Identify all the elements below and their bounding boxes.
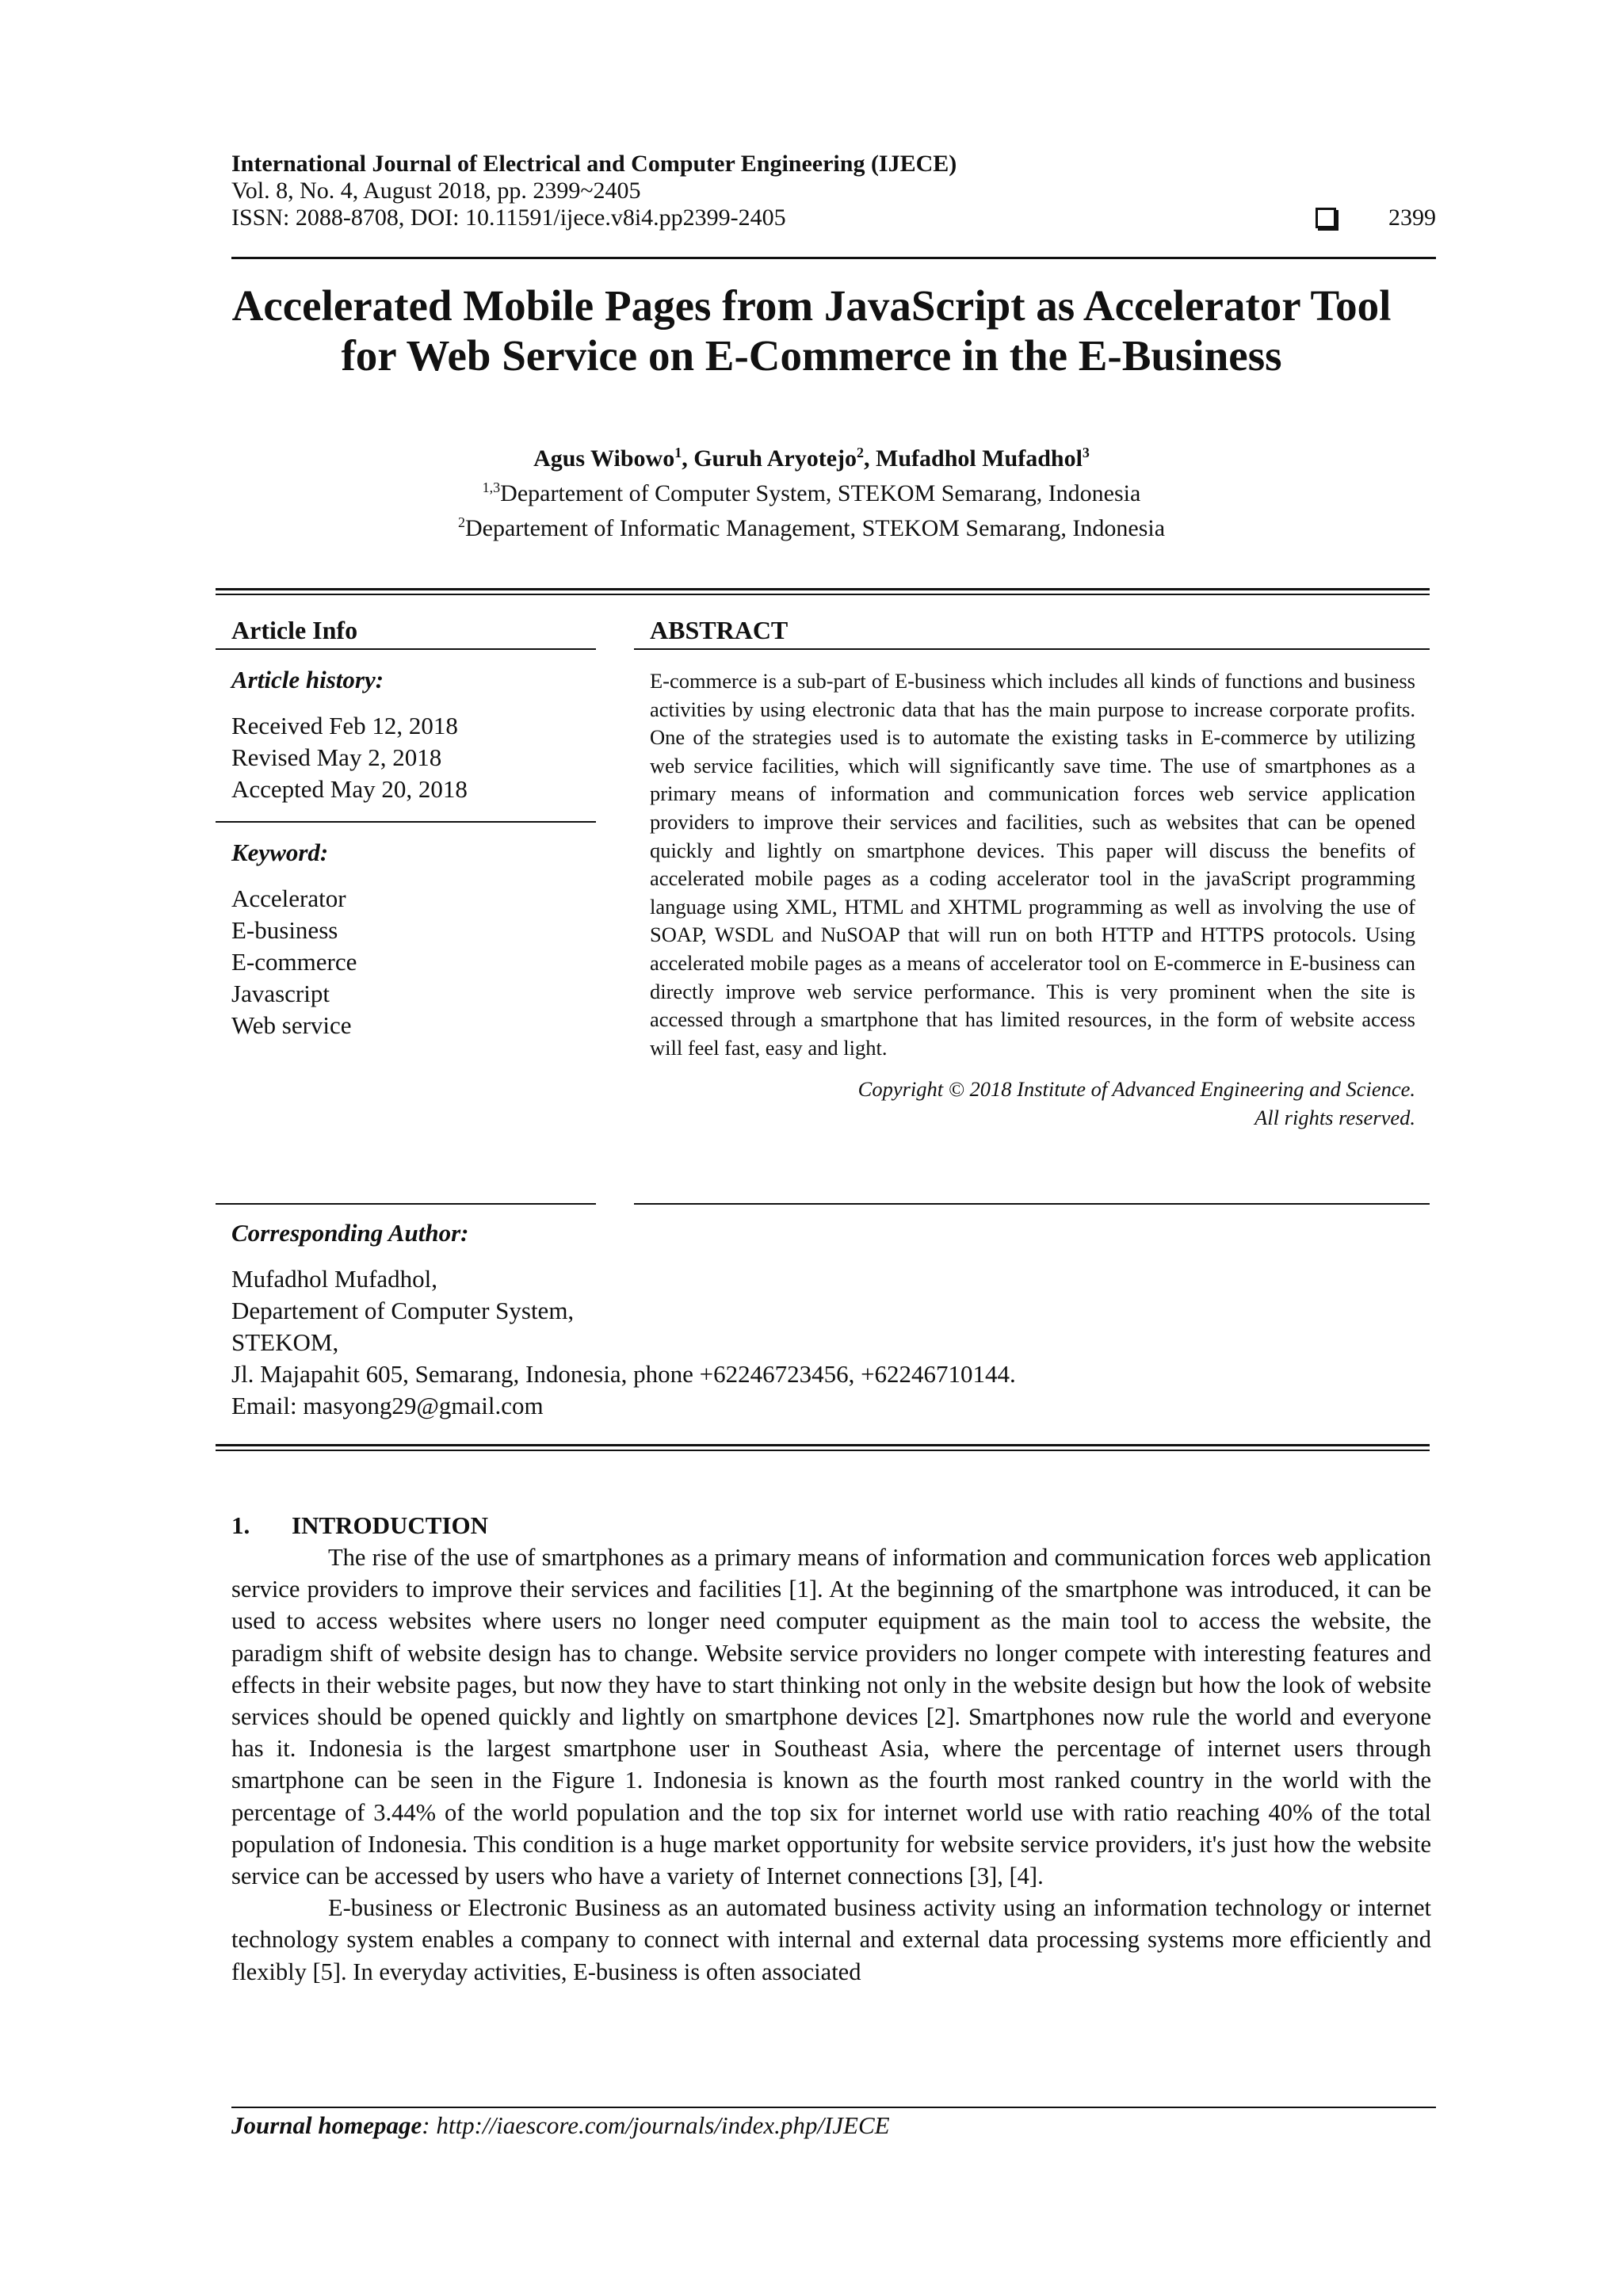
corresponding-dept: Departement of Computer System, — [231, 1297, 575, 1324]
info-box-bottom-rule — [216, 1444, 1430, 1451]
author-2: Guruh Aryotejo — [693, 445, 857, 472]
author-3: Mufadhol Mufadhol — [876, 445, 1083, 472]
info-box-top-rule — [216, 588, 1430, 595]
paper-title — [158, 281, 1465, 380]
affiliation-2: $^2$Departement of Informatic Management, STEKOM Semarang, Indonesia — [457, 514, 1166, 541]
keyword-item: Accelerator — [231, 884, 346, 912]
author-2-sup: 2 — [857, 445, 865, 460]
corresponding-address: Jl. Majapahit 605, Semarang, Indonesia, phone +62246723456, +62246710144. — [231, 1360, 1016, 1388]
keyword-item: Web service — [231, 1011, 352, 1039]
abstract-text: E-commerce is a sub-part of E-business which includes all kinds of functions and business activities by using electronic data that has the main purpose to increase corporate profits. One of the strategies used is to automate the existing tasks in E-commerce by utilizing web service facilities, which will significantly save time. The use of smartphones as a primary means of information and communication forces web service application providers to improve their services and facilities, such as websites that can be opened quickly and lightly on smartphone devices. This paper will discuss the benefits of accelerated mobile pages as a coding accelerator tool in the javaScript programming language using XML, HTML and XHTML programming as well as involving the use of SOAP, WSDL and NuSOAP that will run on both HTTP and HTTPS protocols. Using accelerated mobile pages as a means of accelerator tool on E-commerce in E-business can directly improve web service performance. This is very prominent when the site is accessed through a smartphone that has limited resources, in the form of website access will feel fast, easy and light. — [650, 669, 1415, 1060]
intro-paragraph-1: The rise of the use of smartphones as a primary means of information and communication forces web application service providers to improve their services and facilities [1]. At the beginning of the smartphone was introduced, it can be used to access websites where users no longer need computer equipment as the main tool to access the website, the paradigm shift of website design has to change. Website service providers no longer compete with interesting features and effects in their website pages, but now they have to start thinking not only in the website design but how the look of website services should be opened quickly and lightly on smartphone devices [2]. Smartphones now rule the world and everyone has it. Indonesia is the largest smartphone user in Southeast Asia, where the percentage of internet users through smartphone can be seen in the Figure 1. Indonesia is known as the fourth most ranked country in the world with the percentage of 3.44% of the world population and the top six for internet world use with ratio reaching 40% of the total population of Indonesia. This condition is a huge market opportunity for website service providers, it's just how the website service can be accessed by users who have a variety of Internet connections [3], [4]. — [231, 1544, 1431, 1890]
abstract-heading: ABSTRACT — [650, 616, 789, 644]
article-info-heading: Article Info — [231, 616, 358, 644]
corresponding-inst: STEKOM, — [231, 1328, 339, 1356]
revised-date: Revised May 2, 2018 — [231, 743, 442, 771]
author-block — [158, 438, 1465, 543]
affiliation-1: $^{1,3}$Departement of Computer System, STEKOM Semarang, Indonesia — [482, 479, 1141, 506]
article-info-bottom-rule — [216, 1203, 596, 1205]
abstract-rule — [634, 648, 1430, 650]
abstract-column — [650, 615, 1430, 1132]
journal-name: International Journal of Electrical and Computer Engineering (IJECE) — [231, 151, 957, 177]
corresponding-email: Email: masyong29@gmail.com — [231, 1392, 544, 1419]
accepted-date: Accepted May 20, 2018 — [231, 775, 468, 803]
title-line-1: Accelerated Mobile Pages from JavaScript as Accelerator Tool — [231, 281, 1392, 330]
journal-homepage — [231, 2111, 890, 2140]
issn-doi: ISSN: 2088-8708, DOI: 10.11591/ijece.v8i4.pp2399-2405 — [231, 204, 786, 231]
homepage-label: Journal homepage — [231, 2111, 422, 2139]
received-date: Received Feb 12, 2018 — [231, 712, 458, 739]
article-info-rule — [216, 648, 596, 650]
author-3-sup: 3 — [1082, 445, 1090, 460]
section-heading: 1. INTRODUCTION — [231, 1511, 489, 1539]
author-names: Agus Wibowo$^1$, Guruh Aryotejo$^2$, Mufadhol Mufadhol$^3$ — [533, 445, 1090, 472]
author-1-sup: 1 — [674, 445, 682, 460]
abstract-bottom-rule — [634, 1203, 1430, 1205]
history-heading: Article history: — [231, 666, 384, 693]
keyword-item: Javascript — [231, 980, 330, 1007]
footer-divider — [231, 2107, 1436, 2108]
keyword-item: E-commerce — [231, 948, 357, 976]
volume-info: Vol. 8, No. 4, August 2018, pp. 2399~2405 — [231, 178, 641, 204]
keyword-heading: Keyword: — [231, 839, 329, 866]
author-1: Agus Wibowo — [533, 445, 675, 472]
keyword-list — [231, 883, 596, 1041]
corresponding-name: Mufadhol Mufadhol, — [231, 1265, 438, 1293]
corresponding-heading: Corresponding Author: — [231, 1219, 469, 1247]
article-history — [231, 710, 596, 805]
corresponding-author — [231, 1219, 1436, 1422]
introduction-section — [231, 1510, 1431, 1988]
homepage-url[interactable]: : http://iaescore.com/journals/index.php/IJECE — [422, 2111, 890, 2139]
page-number: 2399 — [1388, 204, 1436, 231]
intro-paragraph-2: E-business or Electronic Business as an automated business activity using an information technology or internet technology system enables a company to connect with internal and external data processing systems more efficiently and flexibly [5]. In everyday activities, E-business is often associated — [231, 1894, 1431, 1985]
running-header — [231, 151, 1436, 231]
header-divider — [231, 257, 1436, 259]
keyword-item: E-business — [231, 916, 338, 944]
title-line-2: for Web Service on E-Commerce in the E-Business — [341, 331, 1282, 380]
article-info-column — [231, 615, 596, 1041]
keyword-rule — [216, 821, 596, 823]
checkbox-square-icon — [1316, 208, 1336, 228]
copyright-notice: Copyright © 2018 Institute of Advanced Engineering and Science. All rights reserved. — [857, 1077, 1415, 1130]
